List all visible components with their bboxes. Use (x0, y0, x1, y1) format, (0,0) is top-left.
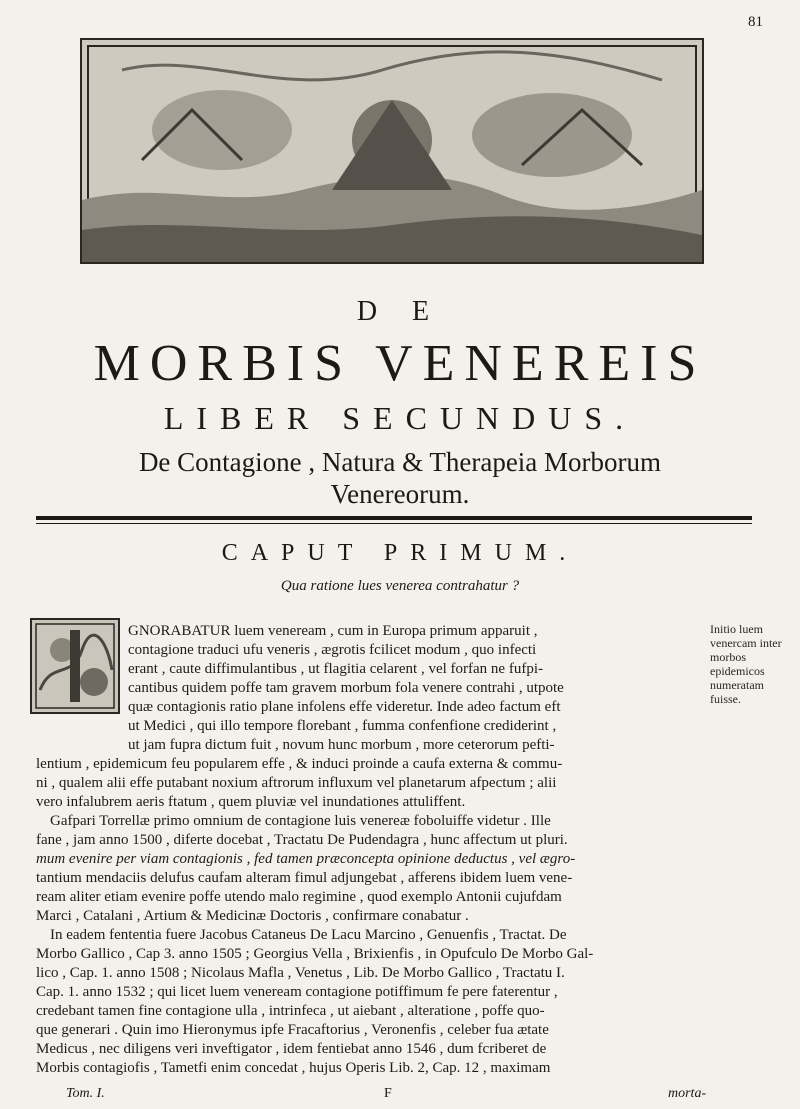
body-line: Morbis contagiofis , Tametfi enim concedat , hujus Operis Lib. 2, Cap. 12 , maximam (36, 1060, 551, 1076)
body-line: contagione traduci ufu veneris , ægrotis fcilicet modum , quo infecti (128, 642, 537, 658)
body-line: Morbo Gallico , Cap 3. anno 1505 ; Georgius Vella , Brixienfis , in Opufculo De Morbo Gal- (36, 946, 594, 962)
body-line: Medicus , nec diligens veri inveftigator , idem fentiebat anno 1546 , dum fcriberet de (36, 1041, 547, 1057)
title-liber: LIBER SECUNDUS. (163, 400, 637, 436)
body-line: lentium , epidemicum feu popularem effe , & induci proinde a caufa externa & commu- (36, 756, 563, 772)
subtitle-line-2: Venereorum. (330, 479, 470, 509)
initial-ornament (32, 620, 118, 712)
divider-rule-thick (36, 516, 752, 520)
body-line: Cap. 1. anno 1532 ; qui licet luem veneream contagione potiffimum fe pere faterentur , (36, 984, 558, 1000)
subtitle (0, 446, 800, 510)
margin-note: Initio luem venercam inter morbos epidemicos numeratam fuisse. (710, 622, 782, 706)
body-line: fane , jam anno 1500 , diferte docebat , Tractatu De Pudendagra , hunc affectum ut pluri. (36, 832, 568, 848)
headpiece-engraving (80, 38, 704, 264)
title-de: D E (356, 296, 444, 327)
headpiece-illustration (82, 40, 702, 262)
body-line: ut Medici , qui illo tempore florebant , fumma confenfione crediderint , (128, 718, 557, 734)
body-line: ni , qualem alii effe putabant noxium aftrorum influxum vel planetarum afpectum ; alii (36, 775, 557, 791)
body-line: credebant tamen fine contagione ulla , intrinfeca , ut aiebant , alteratione , poffe quo- (36, 1003, 545, 1019)
body-line: lico , Cap. 1. anno 1508 ; Nicolaus Mafla , Venetus , Lib. De Morbo Gallico , Tractatu I. (36, 965, 565, 981)
volume-mark: Tom. I. (66, 1086, 105, 1101)
signature-mark: F (384, 1086, 392, 1101)
catchword: morta- (668, 1086, 707, 1101)
body-line: In eadem fententia fuere Jacobus Cataneus De Lacu Marcino , Genuenfis , Tractat. De (50, 927, 567, 943)
body-line: vero infalubrem aeris ftatum , quem pluviæ vel inundationes attuliffent. (36, 794, 466, 810)
subtitle-line-1: De Contagione , Natura & Therapeia Morborum (138, 447, 662, 477)
divider-rule-thin (36, 523, 752, 524)
body-line: que generari . Quin imo Hieronymus ipfe Fracaftorius , Veronenfis , celeber fua ætate (36, 1022, 549, 1038)
body-line: ut jam fupra dictum fuit , novum hunc morbum , more ceterorum pefti- (128, 737, 555, 753)
body-line: Marci , Catalani , Artium & Medicinæ Doctoris , confirmare conabatur . (36, 908, 469, 924)
page-number: 81 (748, 14, 763, 30)
body-line: quæ contagionis ratio plane infolens effe videretur. Inde adeo factum eft (128, 699, 561, 715)
body-line: ream aliter etiam evenire poffe utendo malo regimine , quod exemplo Antonii cujufdam (36, 889, 562, 905)
body-line: GNORABATUR luem veneream , cum in Europa primum apparuit , (128, 623, 538, 639)
body-line: cantibus quidem poffe tam gravem morbum fola venere contrahi , utpote (128, 680, 564, 696)
body-line: erant , caute diffimulantibus , ut flagitia celarent , vel forfan ne fufpi- (128, 661, 543, 677)
chapter-heading: CAPUT PRIMUM. (221, 540, 579, 566)
body-line: mum evenire per viam contagionis , fed tamen præconcepta opinione deductus , vel ægro- (36, 851, 576, 867)
body-line: Gafpari Torrellæ primo omnium de contagione luis venereæ foboluiffe videtur . Ille (50, 813, 551, 829)
body-line: tantium mendaciis delufus caufam alteram fimul adjungebat , afferens ibidem luem vene- (36, 870, 573, 886)
chapter-question: Qua ratione lues venerea contrahatur ? (280, 578, 520, 594)
title-main: MORBIS VENEREIS (93, 335, 707, 392)
decorated-initial (30, 618, 120, 714)
